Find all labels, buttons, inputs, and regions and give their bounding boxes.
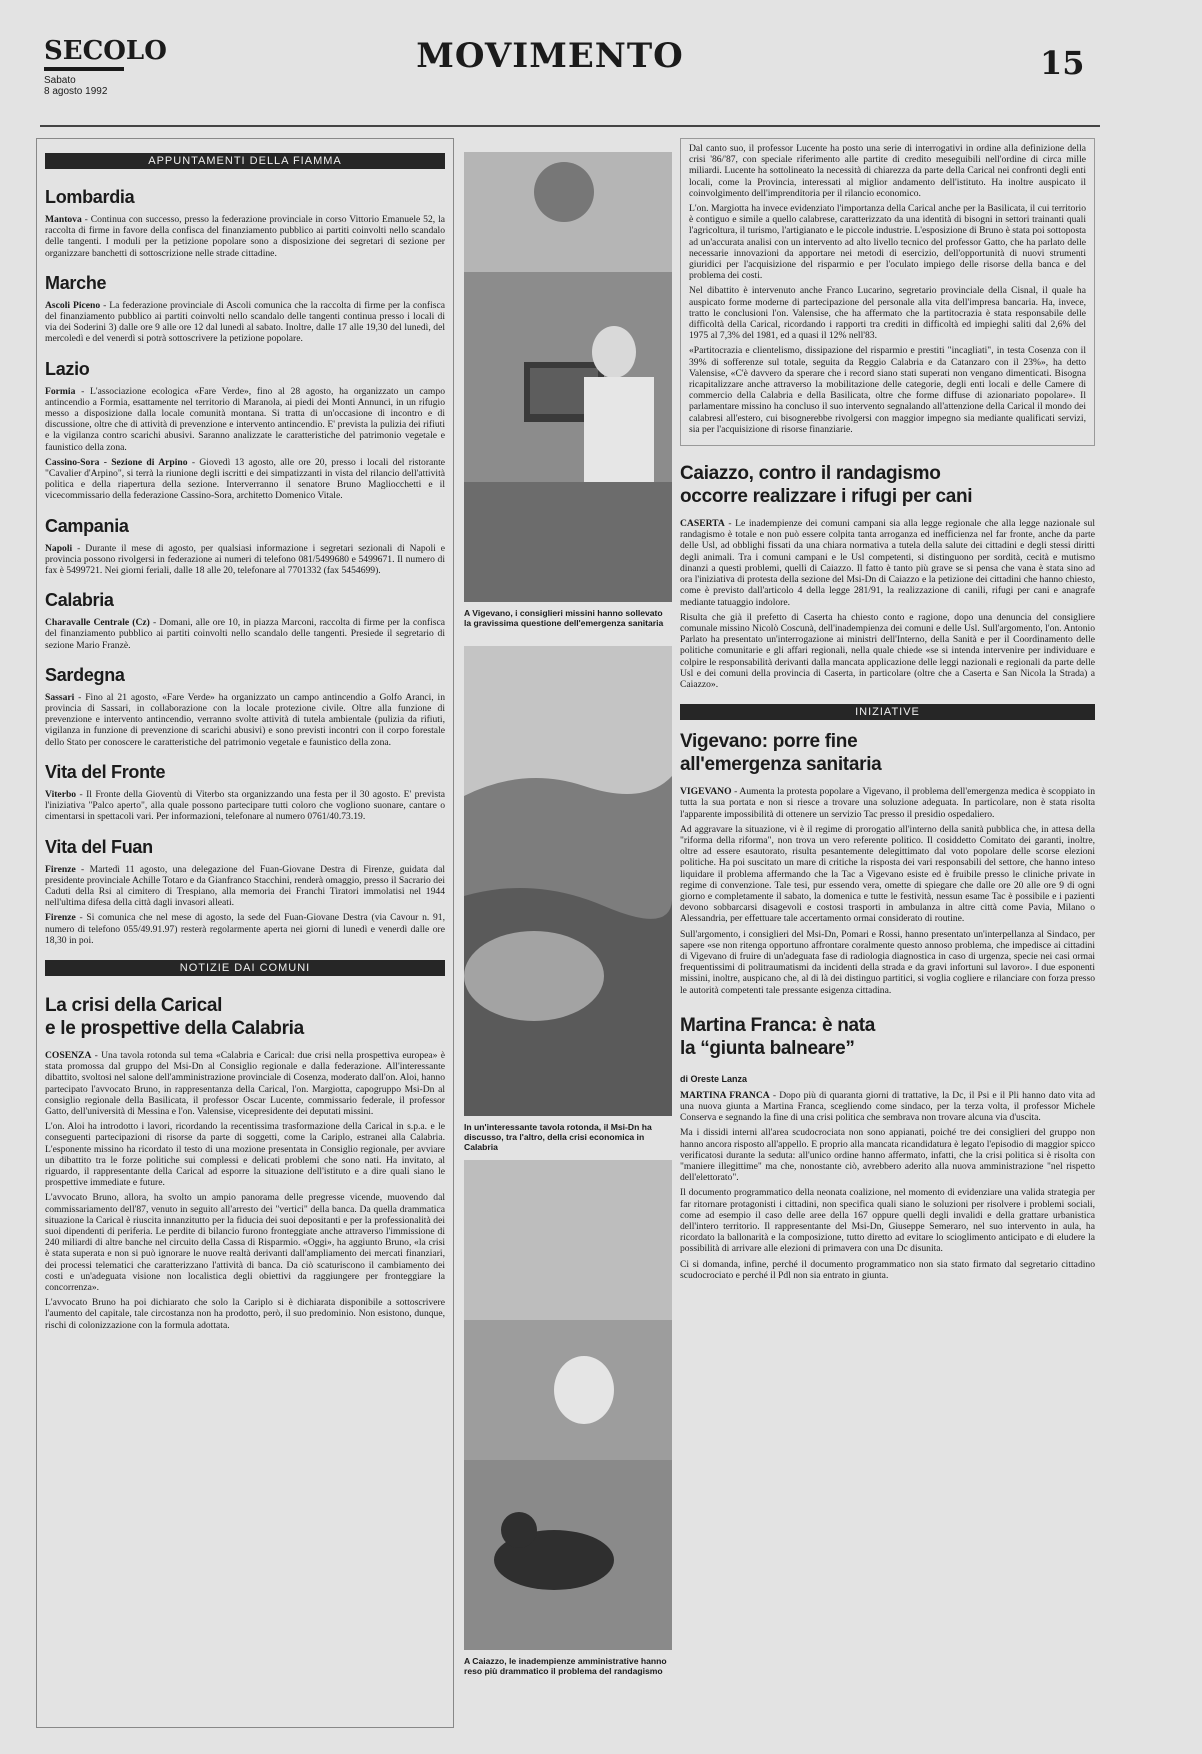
paragraph-text: - Giovedì 13 agosto, alle ore 20, presso i locali del ristorante "Cavalier d'Arpino", si terrà la riunione degli iscritti e dei simpatizzanti in vista del rilancio dell'attività politica e della riapertura della sezione. Interverranno il senatore Bruno Magliocchetti e il vicecommissario della federazione Cassino-Sora, architetto Domenico Vitale.: [45, 456, 445, 502]
article-paragraph: [45, 617, 445, 651]
paragraph-text: Sull'argomento, i consiglieri del Msi-Dn, Pomari e Rossi, hanno presentato un'interpellanza al Sindaco, per sapere «se non ritenga opportuno affrontare coralmente questo annoso problema, che impedisce ai cittadini di Vigevano di fruire di un'adeguata fase di radiologia diagnostica in caso di urgenza, specie nei casi ormai frequentissimi di politraumatismi da incidenti della strada e da gravi infortuni sul lavoro». I due esponenti missini, inoltre, auspicano che, al di là dei distinguo partitici, si voglia cogliere e rilanciare con forza presso le autorità competenti tale pressante esigenza cittadina.: [680, 928, 1095, 996]
region-heading: Lazio: [45, 358, 90, 379]
region-heading: Calabria: [45, 590, 114, 611]
carical-headline-line-1: La crisi della Carical: [45, 994, 223, 1016]
article-paragraph: [45, 386, 445, 453]
appuntamenti-band: APPUNTAMENTI DELLA FIAMMA: [45, 153, 445, 169]
paragraph-text: - Continua con successo, presso la federazione provinciale in corso Vittorio Emanuele 52, la raccolta di firme in favore della confisca del finanziamento pubblico ai partiti coinvolti nello scandalo delle tangenti. I moduli per la petizione popolare sono a disposizione dei segretari di sezione per organizzare banchetti di sottoscrizione nelle strade cittadine.: [45, 214, 445, 259]
article-paragraph: [680, 1187, 1095, 1254]
page-number: 15: [1040, 44, 1085, 82]
paragraph-lead: Cassino-Sora - Sezione di Arpino: [45, 456, 188, 468]
carical-headline: [45, 994, 445, 1040]
article-paragraph: Nel dibattito è intervenuto anche Franco Lucarino, segretario provinciale della Cisnal, il quale ha auspicato forme moderne di partecipazione del personale alla vita dell'impresa bancaria. Ha, invece, tratto le conclusioni l'on. Valensise, che ha affermato che la partitocrazia è stata responsabile delle difficoltà della Carical, ricordando i rapporti tra crediti in difficoltà ed impieghi saliti dal 2,6% del 1975 al 7,3% del 1981, ed a quasi il 12% nell'83.: [689, 285, 1086, 342]
paragraph-text: - La federazione provinciale di Ascoli comunica che la raccolta di firme per la confisca del finanziamento pubblico ai partiti coinvolti nello scandalo delle tangenti continua presso i locali di via dei Soderini 3) dalle ore 9 alle ore 12 dal lunedì al sabato. Inoltre, dalle 17 alle 19,30 del lunedì, del mercoledì e del venerdì si potrà sottoscrivere la petizione popolare.: [45, 299, 445, 345]
carical-headline-line-2: e le prospettive della Calabria: [45, 1017, 304, 1039]
article-paragraph: [45, 1050, 445, 1117]
region-heading: Vita del Fronte: [45, 761, 166, 782]
paragraph-text: - Fino al 21 agosto, «Fare Verde» ha organizzato un campo antincendio a Golfo Aranci, in provincia di Sassari, in collaborazione con la locale protezione civile. Oltre alla funzione di prevenzione e intervento antincendio, verranno svolte attività di tutela ambientale (pulizia da rifiuti, vigilanza in funzione di prevenzione di scarichi abusivi) e sono previsti incontri con il corpo forestale dello Stato per conoscere le caratteristiche del patrimonio vegetale e faunistico della zona.: [45, 691, 445, 748]
martina-headline-line-1: Martina Franca: è nata: [680, 1014, 876, 1036]
caiazzo-headline-line-2: occorre realizzare i rifugi per cani: [680, 486, 973, 508]
right-column: [680, 138, 1095, 1728]
paragraph-lead: Firenze: [45, 912, 76, 924]
vigevano-article-body: [680, 786, 1095, 996]
region-heading: Campania: [45, 515, 129, 536]
iniziative-band: INIZIATIVE: [680, 704, 1095, 720]
photo-column: [464, 138, 672, 1728]
appuntamenti-list: [45, 187, 445, 946]
martina-article-body: [680, 1090, 1095, 1281]
caiazzo-headline: [680, 462, 1095, 508]
paragraph-text: L'avvocato Bruno, allora, ha svolto un ampio panorama delle pregresse vicende, muovendo dal commissariamento dell'87, venuto in seguito all'arresto dei "vertici" della banca. Da quella drammatica situazione la Carical è riuscita innanzitutto per la fiducia dei suoi depositanti e per la professionalità dei suoi dipendenti di periferia. Le perdite di bilancio furono fronteggiate anche attraverso l'immissione di 240 miliardi di altre banche nel circuito della Cassa di Risparmio. «Oggi», ha aggiunto Bruno, «la crisi è stata superata e non si può ignorare le nuove realtà derivanti dall'ampliamento dei mercati finanziari, dei processi telematici che caratterizzano l'attività di banca. Da ciò scaturiscono il cambiamento dei costi e un'adeguata visione non localistica degli obiettivi da raggiungere per fronteggiare la concorrenza».: [45, 1192, 445, 1293]
caption-calabria: In un'interessante tavola rotonda, il Msi-Dn ha discusso, tra l'altro, della crisi economica in Calabria: [464, 1122, 652, 1152]
carical-continuation: [689, 143, 1086, 435]
paragraph-lead: VIGEVANO: [680, 786, 732, 798]
paragraph-lead: Viterbo: [45, 788, 77, 800]
article-paragraph: [45, 1121, 445, 1188]
article-paragraph: [680, 824, 1095, 925]
region-heading: Lombardia: [45, 187, 135, 207]
paragraph-text: - L'associazione ecologica «Fare Verde», fino al 28 agosto, ha organizzato un campo antincendio a Formia, esattamente nel territorio di Maranola, ai piedi dei Monti Annunci, in un rifugio messo a disposizione dalla locale comunità montana. Si tratta di un'occasione di incontro e di discussione, oltre che di attività di prevenzione e intervento antincendio. E' prevista la pulizia dei rifiuti e la vigilanza contro scarichi abusivi. Saranno analizzate le caratteristiche del patrimonio vegetale e faunistico della zona.: [45, 385, 445, 453]
region-heading: Marche: [45, 272, 107, 293]
paragraph-lead: Formia: [45, 385, 76, 397]
article-paragraph: [680, 1127, 1095, 1183]
photo-vigevano: [464, 152, 672, 602]
paragraph-text: Risulta che già il prefetto di Caserta ha chiesto conto e ragione, dopo una denuncia del consigliere comunale missino Nicolò Coscunà, dell'inadempienza dei comuni e delle Usl. Sull'argomento, l'on. Antonio Parlato ha presentato un'interrogazione ai ministri dell'Interno, della Sanità e per il Coordinamento delle politiche comunitarie e gli affari regionali, nella quale chiede «se si intenda intervenire per individuare e colpire le responsabilità derivanti dalla mancata applicazione delle leggi nazionali e regionali da parte delle Usl e dei comuni della provincia di Caserta, in particolare (oltre che a Caserta e San Nicola la Strada) a Caiazzo».: [680, 611, 1095, 690]
caiazzo-article-body: [680, 518, 1095, 690]
carical-continuation-box: [680, 138, 1095, 446]
paragraph-text: Ci si domanda, infine, perché il documento programmatico non sia stato firmato dal segretario cittadino scudocrociato e perché il Pdl non sia entrato in giunta.: [680, 1258, 1095, 1281]
article-paragraph: [680, 1090, 1095, 1124]
left-column: [36, 138, 454, 1728]
photo-caiazzo: [464, 1160, 672, 1650]
article-paragraph: [680, 786, 1095, 820]
masthead: [0, 0, 1202, 130]
notizie-band: NOTIZIE DAI COMUNI: [45, 960, 445, 976]
article-paragraph: Dal canto suo, il professor Lucente ha posto una serie di interrogativi in ordine alla definizione della crisi '86/'87, con speciale riferimento alle partite di credito meseguibili nell'ordine di circa mille miliardi. Lucente ha sottolineato la necessità di chiarezza da parte della Carical nei confronti degli enti locali, come la Provincia, interessati al miglior andamento dell'istituto. Ha inoltre auspicato il coinvolgimento dell'imprenditoria per il rilancio economico.: [689, 143, 1086, 199]
article-paragraph: [45, 300, 445, 345]
article-paragraph: [45, 692, 445, 748]
newspaper-logo: SECOLO: [44, 36, 167, 66]
article-paragraph: [680, 612, 1095, 690]
carical-article-body: [45, 1050, 445, 1331]
paragraph-text: - Dopo più di quaranta giorni di trattative, la Dc, il Psi e il Pli hanno dato vita ad una nuova giunta a Martina Franca, scegliendo come sindaco, per la terza volta, il professor Michele Conserva e segnando la fine di una crisi politica che sembrava non trovare alcuna via d'uscita.: [680, 1089, 1096, 1124]
paragraph-text: - Durante il mese di agosto, per qualsiasi informazione i segretari sezionali di Napoli e provincia possono rivolgersi in federazione ai numeri di telefono 081/5499680 e 5499671. Il numero di fax è 5499721. Nei giorni feriali, dalle 18 alle 20, telefonare al 7701332 (fax 5454699).: [45, 542, 445, 577]
article-paragraph: [45, 543, 445, 577]
paragraph-lead: Charavalle Centrale (Cz): [45, 617, 150, 629]
paragraph-text: - Si comunica che nel mese di agosto, la sede del Fuan-Giovane Destra (via Cavour n. 91, numero di telefono 055/49.91.97) resterà regolarmente aperta nei giorni di lunedì e venerdì dalle ore 18,30 in poi.: [45, 912, 445, 946]
paragraph-text: - Martedì 11 agosto, una delegazione del Fuan-Giovane Destra di Firenze, guidata dal presidente provinciale Achille Totaro e da Gianfranco Stacchini, renderà omaggio, presso il Sacrario dei Caduti della Rsi al cimitero di Trespiano, alla memoria dei Franchi Tiratori immolatisi nel 1944 nell'ultima difesa della città dagli invasori alleati.: [45, 863, 445, 909]
martina-headline: [680, 1014, 1095, 1060]
paragraph-lead: Ascoli Piceno: [45, 299, 101, 311]
region-heading: Sardegna: [45, 664, 125, 685]
logo-rule: [44, 67, 124, 71]
paragraph-text: L'avvocato Bruno ha poi dichiarato che solo la Cariplo si è dichiarata disponibile a sottoscrivere l'aumento del capitale, tale circostanza non ha prodotto, però, il suo predominio. Non esistono, dunque, rischi di colonizzazione con la formula adottata.: [45, 1297, 445, 1331]
article-paragraph: [680, 929, 1095, 996]
paragraph-text: Ad aggravare la situazione, vi è il regime di prorogatio all'interno della sanità pubblica che, in attesa della "riforma della riforma", non trova un vero referente politico. Il cosiddetto Comitato dei garanti, inoltre, oltre ad essere esautorato, risulta pesantemente delegittimato dal voto popolare delle scorse elezioni politiche. Ha poi suscitato un mare di critiche la risposta dei vari responsabili del settore, che hanno inteso liquidare il problema affermando che la Tac a Vigevano esiste ed è fruibile presso le cliniche private in regime di convenzione. Tale tesi, pur essendo vera, omette di spiegare che dalle ore 20 alle ore 9 di ogni giorno e completamente il sabato, la domenica e tutte le festività, nessun esame Tac è possibile e i pazienti devono sobbarcarsi disagevoli e costosi trasporti in ambulanza in altre città come Pavia, Milano o Alessandria, per effettuare tale accertamento ormai considerato di routine.: [680, 823, 1095, 925]
caption-caiazzo: A Caiazzo, le inadempienze amministrative hanno reso più drammatico il problema del randagismo: [464, 1656, 667, 1676]
paragraph-text: - Le inadempienze dei comuni campani sia alla legge regionale che alla legge nazionale sul randagismo è totale e non può essere colpita tanta arroganza ed inefficienza nel far fronte, anche da parte delle Usl, ad obblighi fissati da una chiara normativa a tutela della salute dei cittadini e degli stessi diritti degli animali. Tra i comuni campani e le Usl competenti, si distinguono per sordità, cecità e mutismo dinanzi a questi problemi, quelli di Caiazzo. Il fatto è tanto più grave se si pensa che vana è stata sino ad ora l'iniziativa di protesta della sezione del Msi-Dn di Caiazzo e la petizione dei cittadini che hanno chiesto, come è previsto dall'articolo 4 della legge 281/91, la realizzazione di canili, rifugi per cani e anagrafe mediante tatuaggio indolore.: [680, 518, 1095, 608]
paragraph-text: - Aumenta la protesta popolare a Vigevano, il problema dell'emergenza medica è scoppiato in tutta la sua portata e non si riesce a trovare una soluzione adeguata. In particolare, non è stata risolta l'apparente impossibilità di ottenere un servizio Tac presso il presidio ospedaliero.: [680, 786, 1095, 820]
photo-calabria: [464, 646, 672, 1116]
article-paragraph: [45, 1192, 445, 1293]
date: 8 agosto 1992: [44, 86, 108, 97]
paragraph-lead: Firenze: [45, 863, 76, 875]
paragraph-text: Ma i dissidi interni all'area scudocrociata non sono appianati, poiché tre dei consiglieri del gruppo non hanno ancora risposto all'appello. E proprio alla mancata ricandidatura è legato l'episodio di maggior spicco verificatosi durante la seduta: all'unico ordine hanno affermato, infatti, che la crisi politica si è risolta con "maniere illegittime" ma che, nonostante ciò, avrebbero aderito alla nuova amministrazione "nel rispetto dell'elettorato".: [680, 1127, 1095, 1184]
paragraph-text: - Domani, alle ore 10, in piazza Marconi, raccolta di firme per la confisca del finanziamento pubblico ai partiti coinvolti nello scandalo delle tangenti. Presiede il segretario di sezione Mario Franzè.: [45, 617, 445, 651]
region-heading: Vita del Fuan: [45, 836, 153, 857]
paragraph-lead: MARTINA FRANCA: [680, 1089, 770, 1101]
paragraph-text: L'on. Aloi ha introdotto i lavori, ricordando la recentissima trasformazione della Carical in s.p.a. e le conseguenti partecipazioni di risorse da parte di soggetti, come la Cariplo, estranei alla Calabria. L'esponente missino ha ricordato il testo di una mozione presentata in Consiglio regionale, per avviare un dibattito tra le forze politiche sui complessi e delicati problemi che sono nati. Ha invitato, al riguardo, il rappresentante della Carical ad esporre la situazione dell'istituto e a dire quali siano le prospettive immediate e future.: [45, 1121, 445, 1189]
article-paragraph: L'on. Margiotta ha invece evidenziato l'importanza della Carical anche per la Basilicata, il cui territorio è contiguo e simile a quello calabrese, caratterizzato da una identità di bisogni in settori trainanti quali l'agricoltura, il turismo, l'artigianato e le piccole industrie. L'esposizione di Bruno è stata poi sottoposta ad un'accurata analisi con un intervento ad alto livello tecnico del professor Gatto, che ha parlato delle necessarie innovazioni da apportare nei metodi di esercizio, dell'opportunità di nuovi strumenti giuridici per l'acquisizione del risparmio e per l'oculato impiego delle risorse della banca e del problema dei costi.: [689, 203, 1086, 282]
paragraph-lead: Mantova: [45, 214, 82, 225]
article-paragraph: [45, 789, 445, 823]
vigevano-headline: [680, 730, 1095, 776]
paragraph-text: Il documento programmatico della neonata coalizione, nel momento di evidenziare una valida strategia per far ritornare protagonisti i cittadini, non specifica quali siano le soluzioni per risolvere i problemi sociali, come ad esempio il caso delle aree della 167 oppure quelli degli invalidi e della grattare urbanistica dell'intero territorio. Il rappresentante del Msi-Dn, Giuseppe Semeraro, nel suo intervento in aula, ha ricordato la ballonarità e la composizione, tutto diretto ad evitare lo scioglimento anticipato e di eludere la possibilità di arrivare alle elezioni di primavera con una Dc disunita.: [680, 1187, 1095, 1255]
paragraph-lead: Sassari: [45, 691, 75, 703]
martina-byline: di Oreste Lanza: [680, 1073, 748, 1084]
vigevano-headline-line-2: all'emergenza sanitaria: [680, 754, 882, 776]
caption-vigevano: A Vigevano, i consiglieri missini hanno sollevato la gravissima questione dell'emergenza sanitaria: [464, 608, 664, 628]
paragraph-lead: CASERTA: [680, 518, 725, 530]
article-paragraph: [45, 214, 445, 259]
article-paragraph: [680, 1259, 1095, 1281]
paragraph-lead: Napoli: [45, 542, 73, 554]
header-rule: [40, 125, 1100, 127]
caiazzo-headline-line-1: Caiazzo, contro il randagismo: [680, 463, 941, 485]
article-paragraph: [45, 457, 445, 502]
paragraph-text: - Una tavola rotonda sul tema «Calabria e Carical: due crisi nella prospettiva europea» è stata promossa dal gruppo del Msi-Dn al Consiglio regionale e dalla federazione. All'interessante dibattito, svoltosi nel salone dell'amministrazione provinciale di Cosenza, moderato dall'on. Aloi, hanno partecipato l'avvocato Bruno, in rappresentanza della Carical, l'on. Margiotta, capogruppo Msi-Dn al consiglio regionale della Basilicata, il professor Oscar Lucente, commissario federale, il professor Gatto, dell'università di Messina e l'on. Valensise, vicepresidente dei deputati missini.: [45, 1049, 445, 1117]
dateline: [44, 75, 107, 97]
section-title: MOVIMENTO: [416, 36, 684, 76]
paragraph-lead: COSENZA: [45, 1049, 92, 1061]
article-paragraph: [680, 518, 1095, 608]
article-paragraph: «Partitocrazia e clientelismo, dissipazione del risparmio e prestiti "incagliati", in testa Cosenza con il 39% di sofferenze sul totale, seguita da Reggio Calabria e da Catanzaro con il 23%», ha detto Valensise, «C'è davvero da sperare che i record siano stati superati non vengano dimenticati. Bisogna ricapitalizzare anche attraverso la mobilitazione delle categorie, degli enti locali e delle Camere di commercio della Calabria e della Basilicata, oltre che forme diffuse di azionariato popolare». Il parlamentare missino ha concluso il suo intervento segnalando all'attenzione della Carical il mondo dei calabresi all'estero, cui bisognerebbe rivolgersi con maggior impegno sia mediante qualificati servizi, sia per l'acquisizione di risorse finanziarie.: [689, 345, 1086, 435]
vigevano-headline-line-1: Vigevano: porre fine: [680, 731, 858, 753]
day: Sabato: [44, 75, 76, 86]
article-paragraph: [45, 1297, 445, 1331]
paragraph-text: - Il Fronte della Gioventù di Viterbo sta organizzando una festa per il 30 agosto. E' prevista l'iniziativa "Palco aperto", alla quale possono partecipare tutti coloro che vogliono suonare, cantare o cimentarsi in spettacoli vari. Per informazioni, telefonare al numero 0761/40.73.19.: [45, 788, 445, 823]
article-paragraph: [45, 864, 445, 909]
martina-headline-line-2: la “giunta balneare”: [680, 1037, 855, 1059]
article-paragraph: [45, 912, 445, 946]
